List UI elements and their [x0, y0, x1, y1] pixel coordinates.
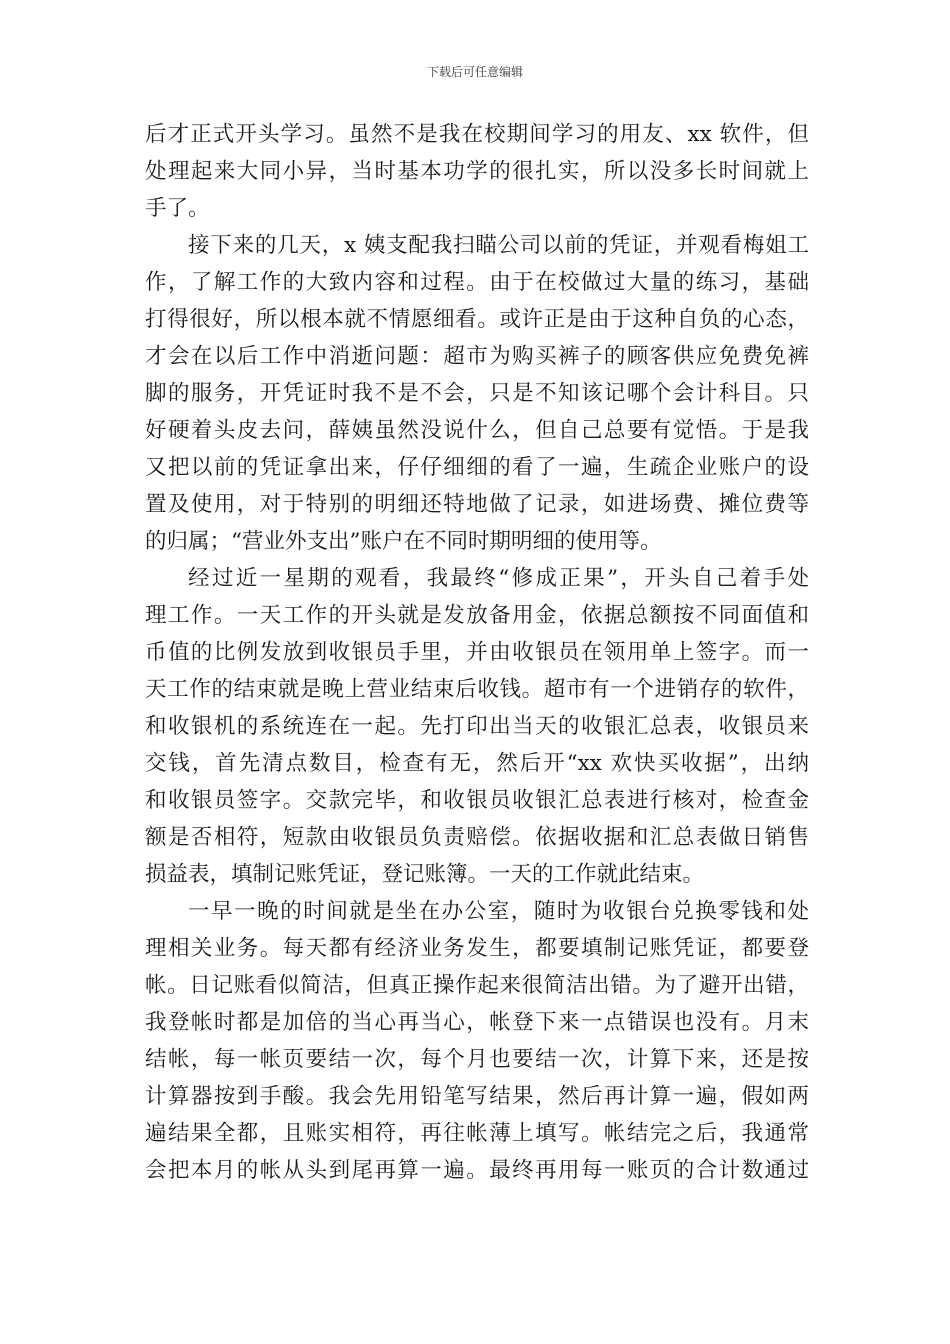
text-line: 遍结果全都，且账实相符，再往帐薄上填写。帐结完之后，我通常 [145, 1121, 809, 1146]
text-line: 的归属；“营业外支出”账户在不同时期明细的使用等。 [145, 529, 662, 554]
text-line: 后才正式开头学习。虽然不是我在校期间学习的用友、xx 软件，但 [145, 122, 809, 147]
page-header: 下载后可任意编辑 [426, 65, 523, 79]
text-line: 置及使用，对于特别的明细还特地做了记录，如进场费、摊位费等 [145, 492, 809, 517]
text-line: 手了。 [145, 196, 210, 221]
text-line: 经过近一星期的观看，我最终“修成正果”，开头自己着手处 [188, 566, 809, 591]
text-line: 打得很好，所以根本就不情愿细看。或许正是由于这种自负的心态， [145, 307, 809, 332]
text-line: 我登帐时都是加倍的当心再当心，帐登下来一点错误也没有。月末 [145, 1010, 809, 1035]
text-line: 一早一晚的时间就是坐在办公室，随时为收银台兑换零钱和处 [188, 899, 809, 924]
text-line: 损益表，填制记账凭证，登记账簿。一天的工作就此结束。 [145, 862, 705, 887]
document-body [145, 116, 809, 1189]
text-line: 和收银员签字。交款完毕，和收银员收银汇总表进行核对，检查金 [145, 788, 809, 813]
text-line: 理相关业务。每天都有经济业务发生，都要填制记账凭证，都要登 [145, 936, 809, 961]
text-line: 作，了解工作的大致内容和过程。由于在校做过大量的练习，基础 [145, 270, 809, 295]
text-line: 脚的服务，开凭证时我不是不会，只是不知该记哪个会计科目。只 [145, 381, 809, 406]
text-line: 交钱，首先清点数目，检查有无，然后开“xx 欢快买收据”，出纳 [145, 751, 809, 776]
text-line: 额是否相符，短款由收银员负责赔偿。依据收据和汇总表做日销售 [145, 825, 809, 850]
text-line: 币值的比例发放到收银员手里，并由收银员在领用单上签字。而一 [145, 640, 809, 665]
text-line: 又把以前的凭证拿出来，仔仔细细的看了一遍，生疏企业账户的设 [145, 455, 809, 480]
text-line: 接下来的几天，x 姨支配我扫瞄公司以前的凭证，并观看梅姐工 [188, 233, 809, 258]
text-line: 结帐，每一帐页要结一次，每个月也要结一次，计算下来，还是按 [145, 1047, 809, 1072]
text-line: 和收银机的系统连在一起。先打印出当天的收银汇总表，收银员来 [145, 714, 809, 739]
text-line: 处理起来大同小异，当时基本功学的很扎实，所以没多长时间就上 [145, 159, 809, 184]
text-line: 好硬着头皮去问，薛姨虽然没说什么，但自己总要有觉悟。于是我 [145, 418, 809, 443]
text-line: 会把本月的帐从头到尾再算一遍。最终再用每一账页的合计数通过 [145, 1158, 809, 1183]
text-line: 理工作。一天工作的开头就是发放备用金，依据总额按不同面值和 [145, 603, 809, 628]
text-line: 天工作的结束就是晚上营业结束后收钱。超市有一个进销存的软件， [145, 677, 809, 702]
text-line: 帐。日记账看似简洁，但真正操作起来很简洁出错。为了避开出错， [145, 973, 809, 998]
text-line: 才会在以后工作中消逝问题：超市为购买裤子的顾客供应免费免裤 [145, 344, 809, 369]
text-line: 计算器按到手酸。我会先用铅笔写结果，然后再计算一遍，假如两 [145, 1084, 809, 1109]
